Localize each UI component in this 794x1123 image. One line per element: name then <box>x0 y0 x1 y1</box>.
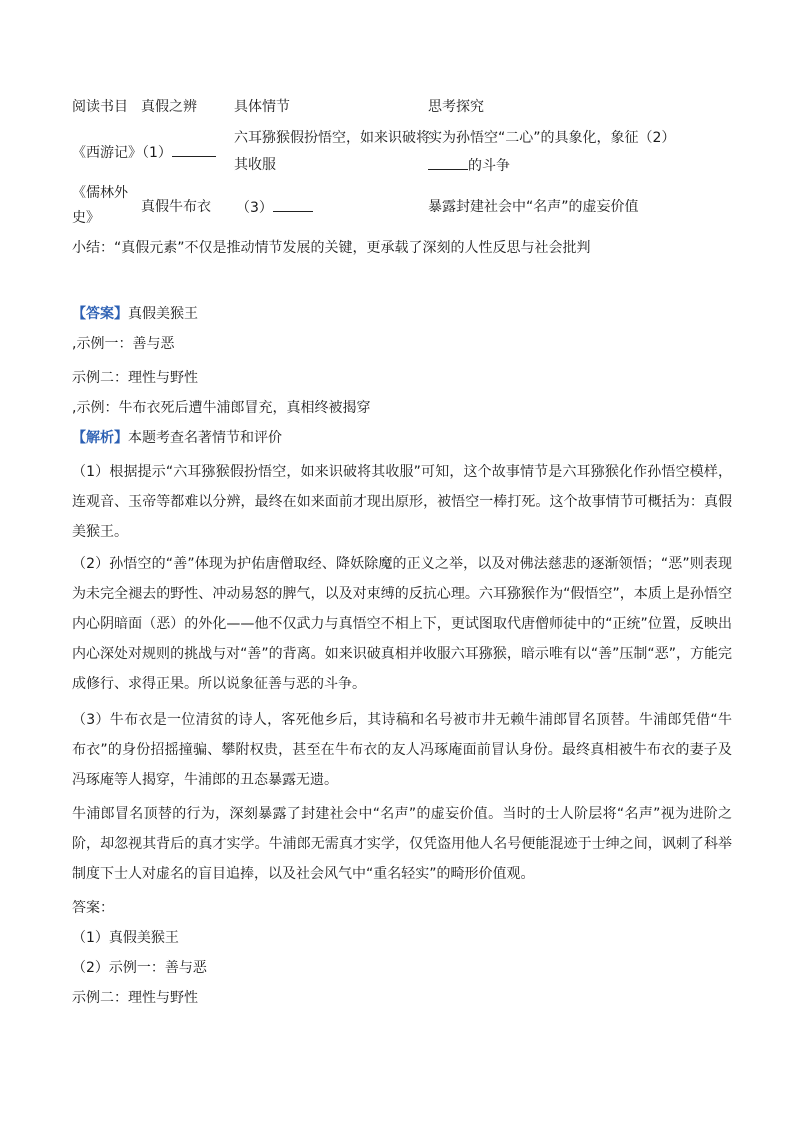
row2-plot-text: （3） <box>236 200 273 216</box>
blank-1 <box>172 142 216 157</box>
row1-plot-line2: 其收服 <box>234 157 276 173</box>
row1-book <box>72 142 216 163</box>
analysis-tag: 【解析】 <box>72 430 128 446</box>
analysis-paragraph-4: 牛浦郎冒名顶替的行为，深刻暴露了封建社会中“名声”的虚妄价值。当时的士人阶层将“名声”视为进阶之阶，却忽视其背后的真才实学。牛浦郎无需真才实学，仅凭盗用他人名号便能混迹于士绅之间，讽刺了科举制度下士人对虚名的盲目追捧，以及社会风气中“重名轻实”的畸形价值观。 <box>72 806 732 882</box>
analysis-intro: 本题考查名著情节和评价 <box>128 430 282 446</box>
row1-think-line2 <box>428 155 510 176</box>
row1-think-line2-text: 的斗争 <box>468 158 510 174</box>
analysis-paragraph-3: （3）牛布衣是一位清贫的诗人，客死他乡后，其诗稿和名号被市井无赖牛浦郎冒名顶替。牛浦郎凭借“牛布衣”的身份招摇撞骗、攀附权贵，甚至在牛布衣的友人冯琢庵面前冒认身份。最终真相被牛布衣的妻子及冯琢庵等人揭穿，牛浦郎的丑态暴露无遗。 <box>72 712 732 788</box>
header-distinction: 真假之辨 <box>141 99 197 115</box>
blank-2 <box>428 155 468 170</box>
final-answer-1: （1）真假美猴王 <box>72 930 179 946</box>
row2-book-line2: 史》 <box>72 210 100 226</box>
blank-3 <box>273 197 313 212</box>
row1-think-line1: 实为孙悟空“二心”的具象化，象征（2） <box>428 130 676 146</box>
header-book: 阅读书目 <box>72 99 128 115</box>
analysis-paragraph-2: （2）孙悟空的“善”体现为护佑唐僧取经、降妖除魔的正义之举，以及对佛法慈悲的逐渐领悟；“恶”则表现为未完全褪去的野性、冲动易怒的脾气，以及对束缚的反抗心理。六耳猕猴作为“假悟空”，本质上是孙悟空内心阴暗面（恶）的外化——他不仅武力与真悟空不相上下，更试图取代唐僧师徒中的“正统”位置，反映出内心深处对规则的挑战与对“善”的背离。如来识破真相并收服六耳猕猴，暗示唯有以“善”压制“恶”，方能完成修行、求得正果。所以说象征善与恶的斗争。 <box>72 556 732 692</box>
analysis-paragraph-1: （1）根据提示“六耳猕猴假扮悟空，如来识破将其收服”可知，这个故事情节是六耳猕猴化作孙悟空模样，连观音、玉帝等都难以分辨，最终在如来面前才现出原形，被悟空一棒打死。这个故事情节可概括为：真假美猴王。 <box>72 464 732 540</box>
final-answer-2: （2）示例一：善与恶 <box>72 960 207 976</box>
header-think: 思考探究 <box>428 99 484 115</box>
analysis-heading <box>72 428 282 448</box>
answer-line-1: ,示例一：善与恶 <box>72 336 175 352</box>
final-label: 答案： <box>72 900 114 916</box>
row2-book-line1: 《儒林外 <box>72 185 128 201</box>
row2-plot <box>236 197 313 218</box>
answer-heading <box>72 304 198 324</box>
row2-think: 暴露封建社会中“名声”的虚妄价值 <box>428 199 639 215</box>
answer-tag: 【答案】 <box>72 306 128 322</box>
row2-distinction: 真假牛布衣 <box>141 199 211 215</box>
row1-book-text: 《西游记》（1） <box>72 145 172 161</box>
final-answer-3: 示例二：理性与野性 <box>72 990 198 1006</box>
row1-plot-line1: 六耳猕猴假扮悟空，如来识破将 <box>234 130 430 146</box>
summary: 小结：“真假元素”不仅是推动情节发展的关键，更承载了深刻的人性反思与社会批判 <box>72 240 591 256</box>
answer-line-2: 示例二：理性与野性 <box>72 370 198 386</box>
header-plot: 具体情节 <box>234 99 290 115</box>
answer-line-3: ,示例：牛布衣死后遭牛浦郎冒充，真相终被揭穿 <box>72 400 371 416</box>
answer-first: 真假美猴王 <box>128 306 198 322</box>
